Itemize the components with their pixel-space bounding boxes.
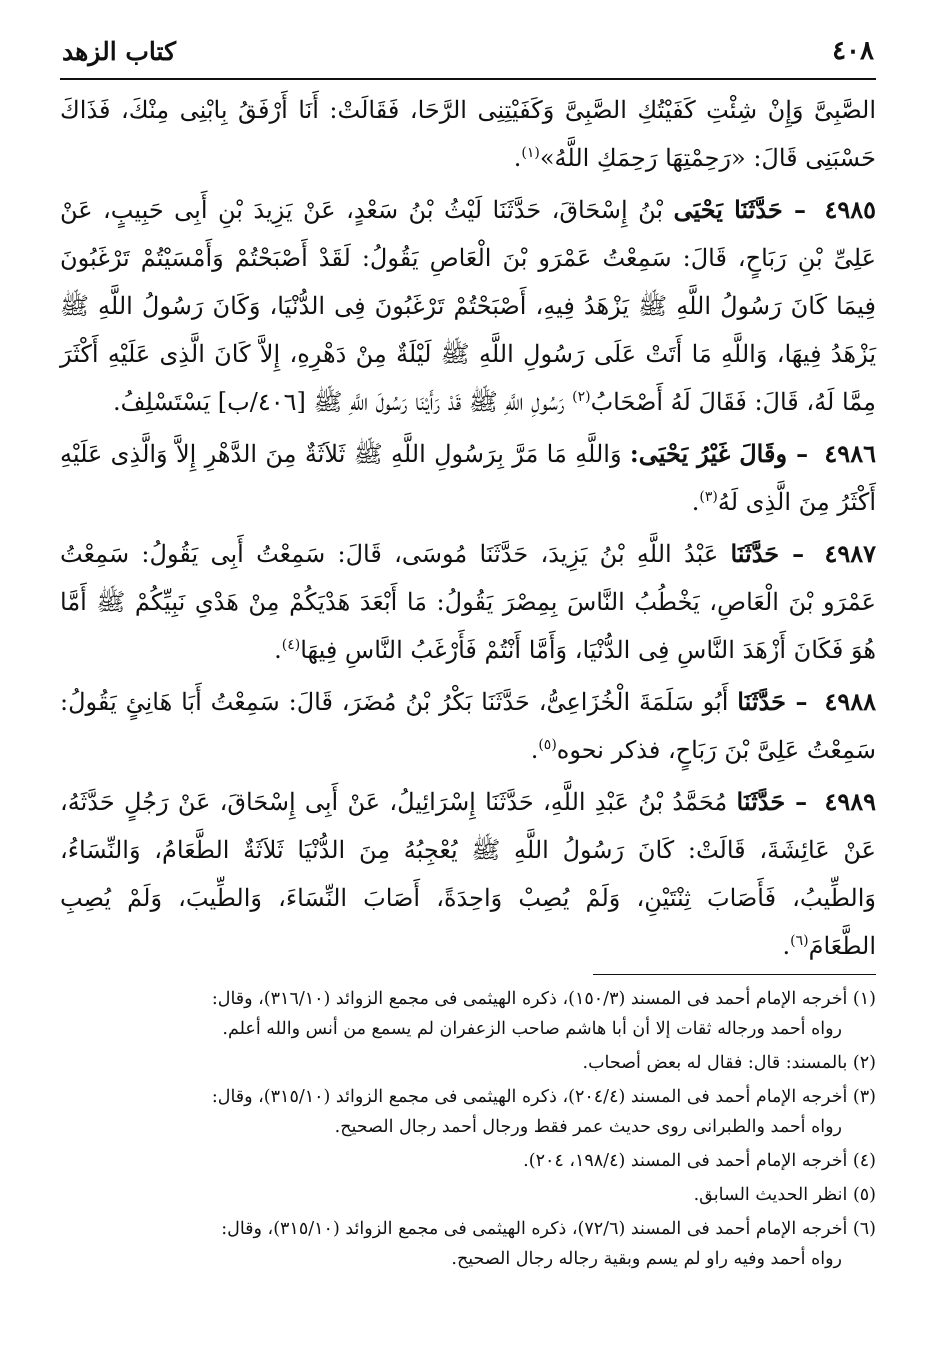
hadith-text: الصَّبِىَّ وَإِنْ شِئْتِ كَفَيْتُكِ الصَّبِىَّ وَكَفَيْتِنِى الرَّحَا، فَقَالَتْ: أَنَا أَرْفَقُ بِابْنِى مِنْكَ، فَذَاكَ حَسْبَنِى قَالَ: «رَحِمْتِهَا رَحِمَكِ اللَّهُ» <box>60 96 876 172</box>
hadith-text: عَبْدُ اللَّهِ بْنُ يَزِيدَ، حَدَّثَنَا مُوسَى، قَالَ: سَمِعْتُ أَبِى يَقُولُ: سَمِعْتُ عَمْرَو بْنَ الْعَاصِ، يَخْطُبُ النَّاسَ بِمِصْرَ يَقُولُ: مَا أَبْعَدَ هَدْيَكُمْ مِنْ هَدْىِ نَبِيِّكُمْ ﷺ أَمَّا هُوَ فَكَانَ أَزْهَدَ النَّاسِ فِى الدُّنْيَا، وَأَمَّا أَنْتُمْ فَأَرْغَبُ النَّاسِ فِيهَا <box>60 540 876 664</box>
header-divider <box>60 78 876 80</box>
footnote-ref: (٦) <box>790 933 809 949</box>
hadith-tail: . <box>782 932 791 960</box>
hadith-tail: . <box>513 144 522 172</box>
hadith-text: وَاللَّهِ مَا مَرَّ بِرَسُولِ اللَّهِ ﷺ ثَلاَثَةٌ مِنَ الدَّهْرِ إِلاَّ وَالَّذِى عَلَيْهِ أَكْثَرُ مِنَ الَّذِى لَهُ <box>60 440 876 516</box>
footnote-continuation: رواه أحمد وفيه راو لم يسم وبقية رجاله رجال الصحيح. <box>451 1249 842 1269</box>
footnote-ref: (٤) <box>281 637 301 653</box>
hadith-text: مُحَمَّدُ بْنُ عَبْدِ اللَّهِ، حَدَّثَنَا إِسْرَائِيلُ، عَنْ أَبِى إِسْحَاقَ، عَنْ رَجُلٍ حَدَّثَهُ، عَنْ عَائِشَةَ، قَالَتْ: كَانَ رَسُولُ اللَّهِ ﷺ يُعْجِبُهُ مِنَ الدُّنْيَا ثَلاَثَةٌ الطَّعَامُ، وَالنِّسَاءُ، وَالطِّيبُ، فَأَصَابَ ثِنْتَيْنِ، وَلَمْ يُصِبْ وَاحِدَةً، أَصَابَ النِّسَاءَ، وَالطِّيبَ، وَلَمْ يُصِبِ الطَّعَامَ <box>60 788 876 960</box>
hadith-paragraph <box>60 186 876 426</box>
book-title: كتاب الزهد <box>62 36 176 66</box>
footnote <box>60 984 876 1044</box>
footnote-ref: (٣) <box>699 489 718 505</box>
footnote-divider <box>593 974 876 975</box>
hadith-number: ٤٩٨٦ <box>824 439 876 468</box>
hadith-text: بْنُ إِسْحَاقَ، حَدَّثَنَا لَيْثُ بْنُ سَعْدٍ، عَنْ يَزِيدَ بْنِ أَبِى حَبِيبٍ، عَنْ عَلِىِّ بْنِ رَبَاحٍ، قَالَ: سَمِعْتُ عَمْرَو بْنَ الْعَاصِ يَقُولُ: لَقَدْ أَصْبَحْتُمْ وَأَمْسَيْتُمْ تَرْغَبُونَ فِيمَا كَانَ رَسُولُ اللَّهِ ﷺ يَزْهَدُ فِيهِ، أَصْبَحْتُمْ تَرْغَبُونَ فِى الدُّنْيَا، وَكَانَ رَسُولُ اللَّهِ ﷺ يَزْهَدُ فِيهَا، وَاللَّهِ مَا أَتَتْ عَلَى رَسُولِ اللَّهِ ﷺ لَيْلَةٌ مِنْ دَهْرِهِ، إِلاَّ كَانَ الَّذِى عَلَيْهِ أَكْثَرَ مِمَّا لَهُ، قَالَ: فَقَالَ لَهُ أَصْحَابُ <box>60 196 877 416</box>
footnote <box>60 1082 876 1142</box>
footnote <box>60 1214 876 1274</box>
hadith-paragraph <box>60 530 876 674</box>
footnote-text: (٦) أخرجه الإمام أحمد فى المسند (٧٢/٦)، ذكره الهيثمى فى مجمع الزوائد (٣١٥/١٠)، وقال: <box>221 1219 876 1239</box>
hadith-text: أَبُو سَلَمَةَ الْخُزَاعِىُّ، حَدَّثَنَا بَكْرُ بْنُ مُضَرَ، قَالَ: سَمِعْتُ أَبَا هَانِئٍ يَقُولُ: سَمِعْتُ عَلِىَّ بْنَ رَبَاحٍ، فذكر نحوه <box>60 688 876 764</box>
footnote <box>60 1048 876 1078</box>
hadith-lead: – حَدَّثَنَا يَحْيَى <box>673 195 806 224</box>
footnote-text: (١) أخرجه الإمام أحمد فى المسند (١٥٠/٣)، ذكره الهيثمى فى مجمع الزوائد (٣١٦/١٠)، وقال: <box>211 989 876 1009</box>
hadith-tail: رَسُولِ اللَّهِ ﷺ قَدْ رَأَيْنَا رَسُولَ اللَّهِ ﷺ [٤٠٦/ب] يَسْتَسْلِفُ. <box>112 388 573 416</box>
hadith-lead: – حَدَّثَنَا <box>730 539 805 568</box>
footnote <box>60 1146 876 1176</box>
main-text <box>60 86 876 974</box>
hadith-paragraph <box>60 678 876 774</box>
footnote-text: (٣) أخرجه الإمام أحمد فى المسند (٢٠٤/٤)، ذكره الهيثمى فى مجمع الزوائد (٣١٥/١٠)، وقال: <box>211 1087 876 1107</box>
hadith-tail: . <box>530 736 539 764</box>
hadith-paragraph <box>60 86 876 182</box>
footnote-text: (٤) أخرجه الإمام أحمد فى المسند (١٩٨/٤، ٢٠٤). <box>523 1151 876 1171</box>
page-number: ٤٠٨ <box>832 36 874 66</box>
hadith-number: ٤٩٨٧ <box>824 539 876 568</box>
hadith-lead: – حَدَّثَنَا <box>737 687 808 716</box>
hadith-paragraph <box>60 430 876 526</box>
footnote-text: (٥) انظر الحديث السابق. <box>693 1185 876 1205</box>
footnote-continuation: رواه أحمد والطبرانى روى حديث عمر فقط ورجال أحمد رجال الصحيح. <box>334 1117 842 1137</box>
footnote-text: (٢) بالمسند: قال: فقال له بعض أصحاب. <box>582 1053 876 1073</box>
footnotes <box>60 984 876 1278</box>
hadith-lead: – وقَالَ غَيْرُ يَحْيَى: <box>629 439 809 468</box>
hadith-tail: . <box>274 636 282 664</box>
hadith-lead: – حَدَّثَنَا <box>736 787 808 816</box>
hadith-paragraph <box>60 778 876 970</box>
hadith-number: ٤٩٨٥ <box>824 195 876 224</box>
hadith-number: ٤٩٨٩ <box>824 787 876 816</box>
footnote-ref: (١) <box>521 145 540 161</box>
hadith-tail: . <box>691 488 700 516</box>
footnote <box>60 1180 876 1210</box>
hadith-number: ٤٩٨٨ <box>824 687 876 716</box>
footnote-continuation: رواه أحمد ورجاله ثقات إلا أن أبا هاشم صاحب الزعفران لم يسمع من أنس والله أعلم. <box>222 1019 842 1039</box>
footnote-ref: (٢) <box>572 389 591 405</box>
footnote-ref: (٥) <box>538 737 557 753</box>
page-header <box>62 30 874 72</box>
